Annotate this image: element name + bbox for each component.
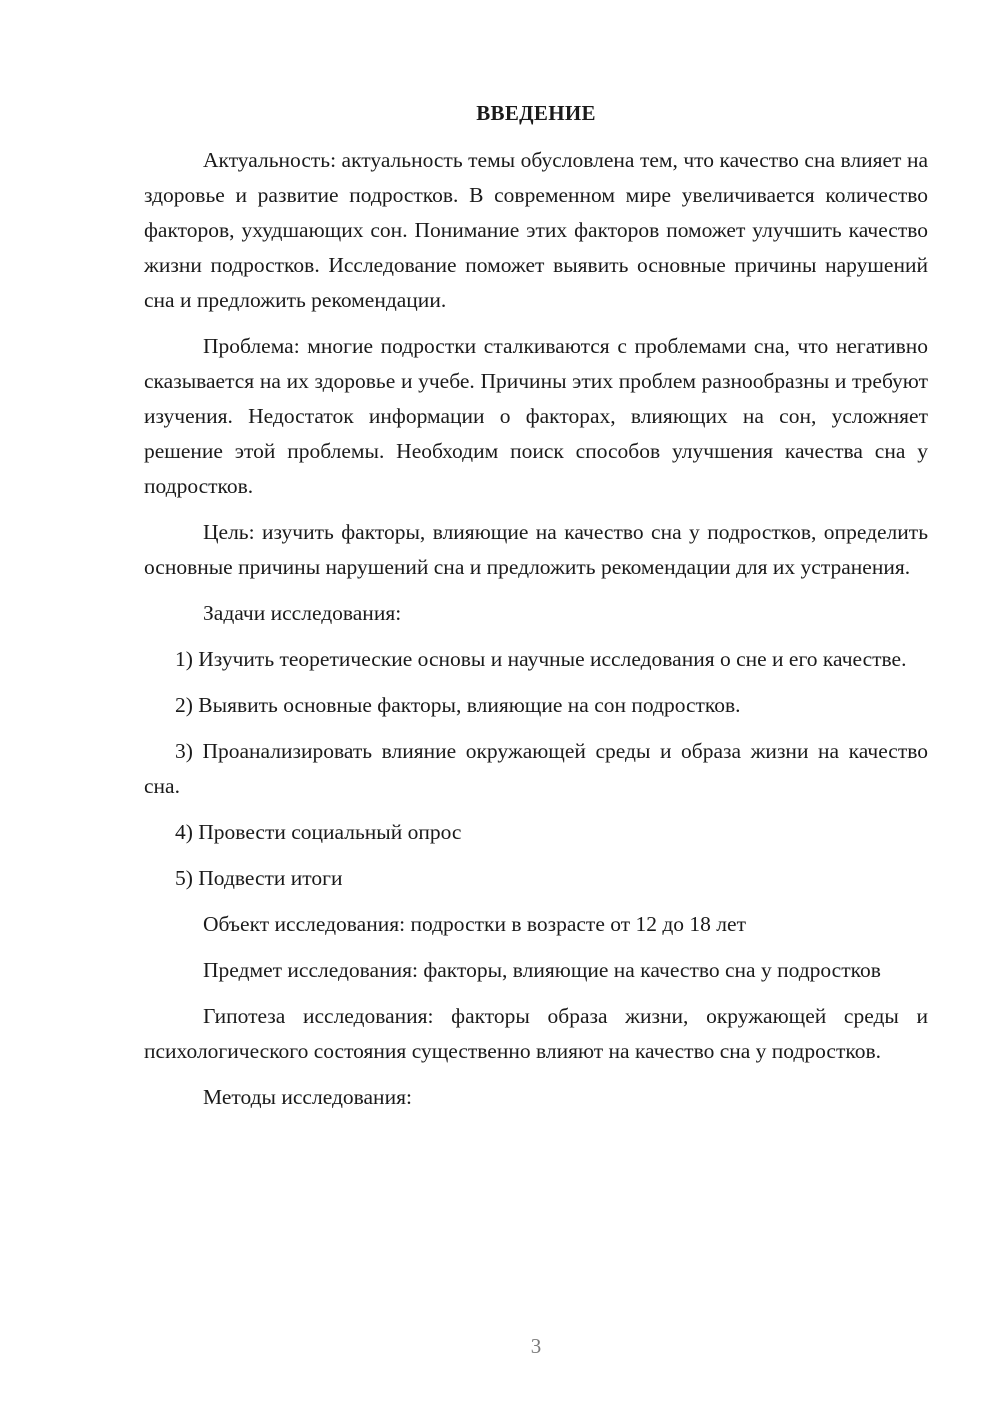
task-item-3: 3) Проанализировать влияние окружающей среды и образа жизни на качество сна. xyxy=(144,739,928,798)
tasks-heading: Задачи исследования: xyxy=(203,601,402,625)
page-number: 3 xyxy=(530,1334,542,1358)
methods-heading: Методы исследования: xyxy=(203,1085,412,1109)
object-paragraph: Объект исследования: подростки в возрасте от 12 до 18 лет xyxy=(203,912,746,936)
goal-paragraph: Цель: изучить факторы, влияющие на качество сна у подростков, определить основные причины нарушений сна и предложить рекомендации для их устранения. xyxy=(144,520,928,579)
task-item-5: 5) Подвести итоги xyxy=(175,866,343,890)
relevance-paragraph: Актуальность: актуальность темы обусловлена тем, что качество сна влияет на здоровье и развитие подростков. В современном мире увеличивается количество факторов, ухудшающих сон. Понимание этих факторов поможет улучшить качество жизни подростков. Исследование поможет выявить основные причины нарушений сна и предложить рекомендации. xyxy=(144,148,928,312)
hypothesis-paragraph: Гипотеза исследования: факторы образа жизни, окружающей среды и психологического состояния существенно влияют на качество сна у подростков. xyxy=(144,1004,928,1063)
task-item-4: 4) Провести социальный опрос xyxy=(175,820,462,844)
task-item-1: 1) Изучить теоретические основы и научные исследования о сне и его качестве. xyxy=(175,647,907,671)
document-page xyxy=(144,96,928,1126)
subject-paragraph: Предмет исследования: факторы, влияющие на качество сна у подростков xyxy=(203,958,881,982)
problem-paragraph: Проблема: многие подростки сталкиваются с проблемами сна, что негативно сказывается на их здоровье и учебе. Причины этих проблем разнообразны и требуют изучения. Недостаток информации о факторах, влияющих на сон, усложняет решение этой проблемы. Необходим поиск способов улучшения качества сна у подростков. xyxy=(144,334,928,498)
task-item-2: 2) Выявить основные факторы, влияющие на сон подростков. xyxy=(175,693,741,717)
section-title: ВВЕДЕНИЕ xyxy=(476,101,596,125)
